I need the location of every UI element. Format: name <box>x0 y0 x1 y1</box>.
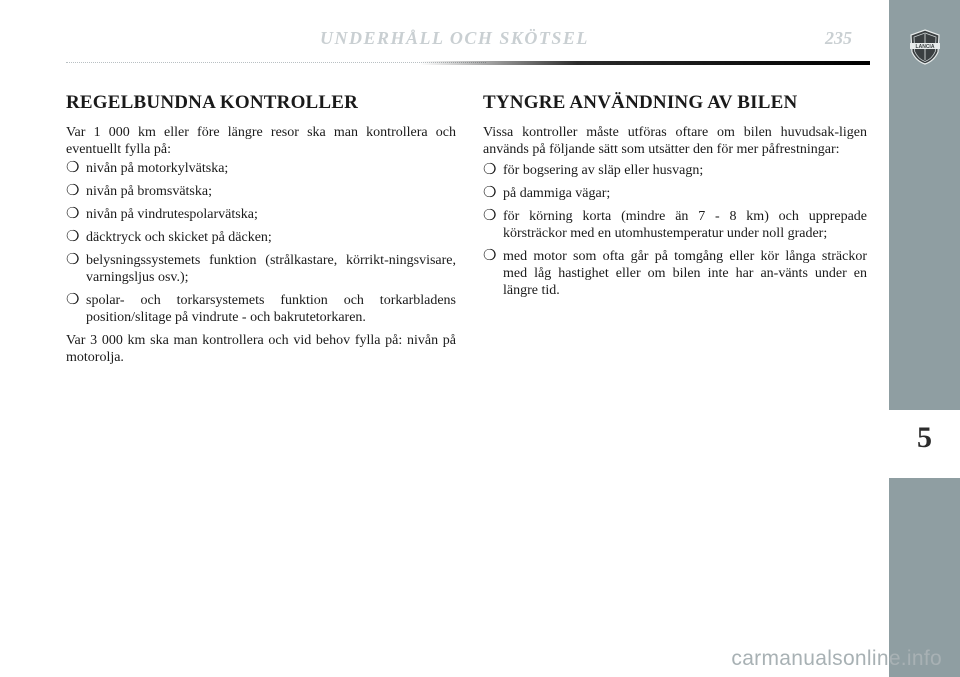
list-item <box>66 292 456 326</box>
list-item <box>66 183 456 200</box>
bullet-circle-icon: ❍ <box>66 183 80 199</box>
right-column <box>483 92 867 305</box>
right-intro-paragraph: Vissa kontroller måste utföras oftare om bilen huvudsak-ligen används på följande sätt som utsätter den för mer påfrestningar: <box>483 125 867 157</box>
bullet-circle-icon: ❍ <box>66 252 80 268</box>
chapter-number: 5 <box>917 421 932 454</box>
bullet-circle-icon: ❍ <box>66 292 80 308</box>
bullet-circle-icon: ❍ <box>66 229 80 245</box>
list-item-text: däcktryck och skicket på däcken; <box>86 230 272 245</box>
list-item <box>483 185 867 202</box>
list-item-text: för bogsering av släp eller husvagn; <box>503 163 704 178</box>
bullet-circle-icon: ❍ <box>483 162 497 178</box>
left-intro-paragraph: Var 1 000 km eller före längre resor ska man kontrollera och eventuellt fylla på: <box>66 125 456 157</box>
watermark: carmanualsonline.info <box>731 647 942 670</box>
lancia-logo-icon <box>906 28 944 66</box>
list-item-text: spolar- och torkarsystemets funktion och torkarbladens position/slitage på vindrute - och bakrutetorkaren. <box>86 293 456 325</box>
chapter-side-tab <box>889 0 960 677</box>
list-item-text: nivån på motorkylvätska; <box>86 161 229 176</box>
running-header-title: UNDERHÅLL OCH SKÖTSEL <box>320 28 589 48</box>
left-outro-paragraph: Var 3 000 km ska man kontrollera och vid behov fylla på: nivån på motorolja. <box>66 333 456 365</box>
right-bullet-list <box>483 162 867 299</box>
left-section-heading: REGELBUNDNA KONTROLLER <box>66 92 359 113</box>
bullet-circle-icon: ❍ <box>66 206 80 222</box>
page-number: 235 <box>825 28 852 48</box>
bullet-circle-icon: ❍ <box>483 185 497 201</box>
list-item <box>483 208 867 242</box>
list-item-text: nivån på vindrutespolarvätska; <box>86 207 258 222</box>
svg-text:LANCIA: LANCIA <box>915 44 935 51</box>
bullet-circle-icon: ❍ <box>483 248 497 264</box>
list-item-text: på dammiga vägar; <box>503 186 611 201</box>
list-item <box>483 162 867 179</box>
right-section-heading: TYNGRE ANVÄNDNING AV BILEN <box>483 92 798 113</box>
list-item-text: med motor som ofta går på tomgång eller kör långa sträckor med låg hastighet eller om bilen inte har an-vänts under en längre tid. <box>503 249 867 298</box>
list-item <box>66 160 456 177</box>
left-column <box>66 92 456 368</box>
list-item <box>66 252 456 286</box>
list-item-text: belysningssystemets funktion (strålkastare, körrikt-ningsvisare, varningsljus osv.); <box>86 253 456 285</box>
list-item-text: nivån på bromsvätska; <box>86 184 212 199</box>
header-solid-rule <box>420 61 870 65</box>
bullet-circle-icon: ❍ <box>66 160 80 176</box>
list-item <box>66 229 456 246</box>
bullet-circle-icon: ❍ <box>483 208 497 224</box>
left-bullet-list <box>66 160 456 326</box>
list-item <box>483 248 867 299</box>
list-item-text: för körning korta (mindre än 7 - 8 km) och upprepade körsträckor med en utomhustemperatur under noll grader; <box>503 209 867 241</box>
list-item <box>66 206 456 223</box>
